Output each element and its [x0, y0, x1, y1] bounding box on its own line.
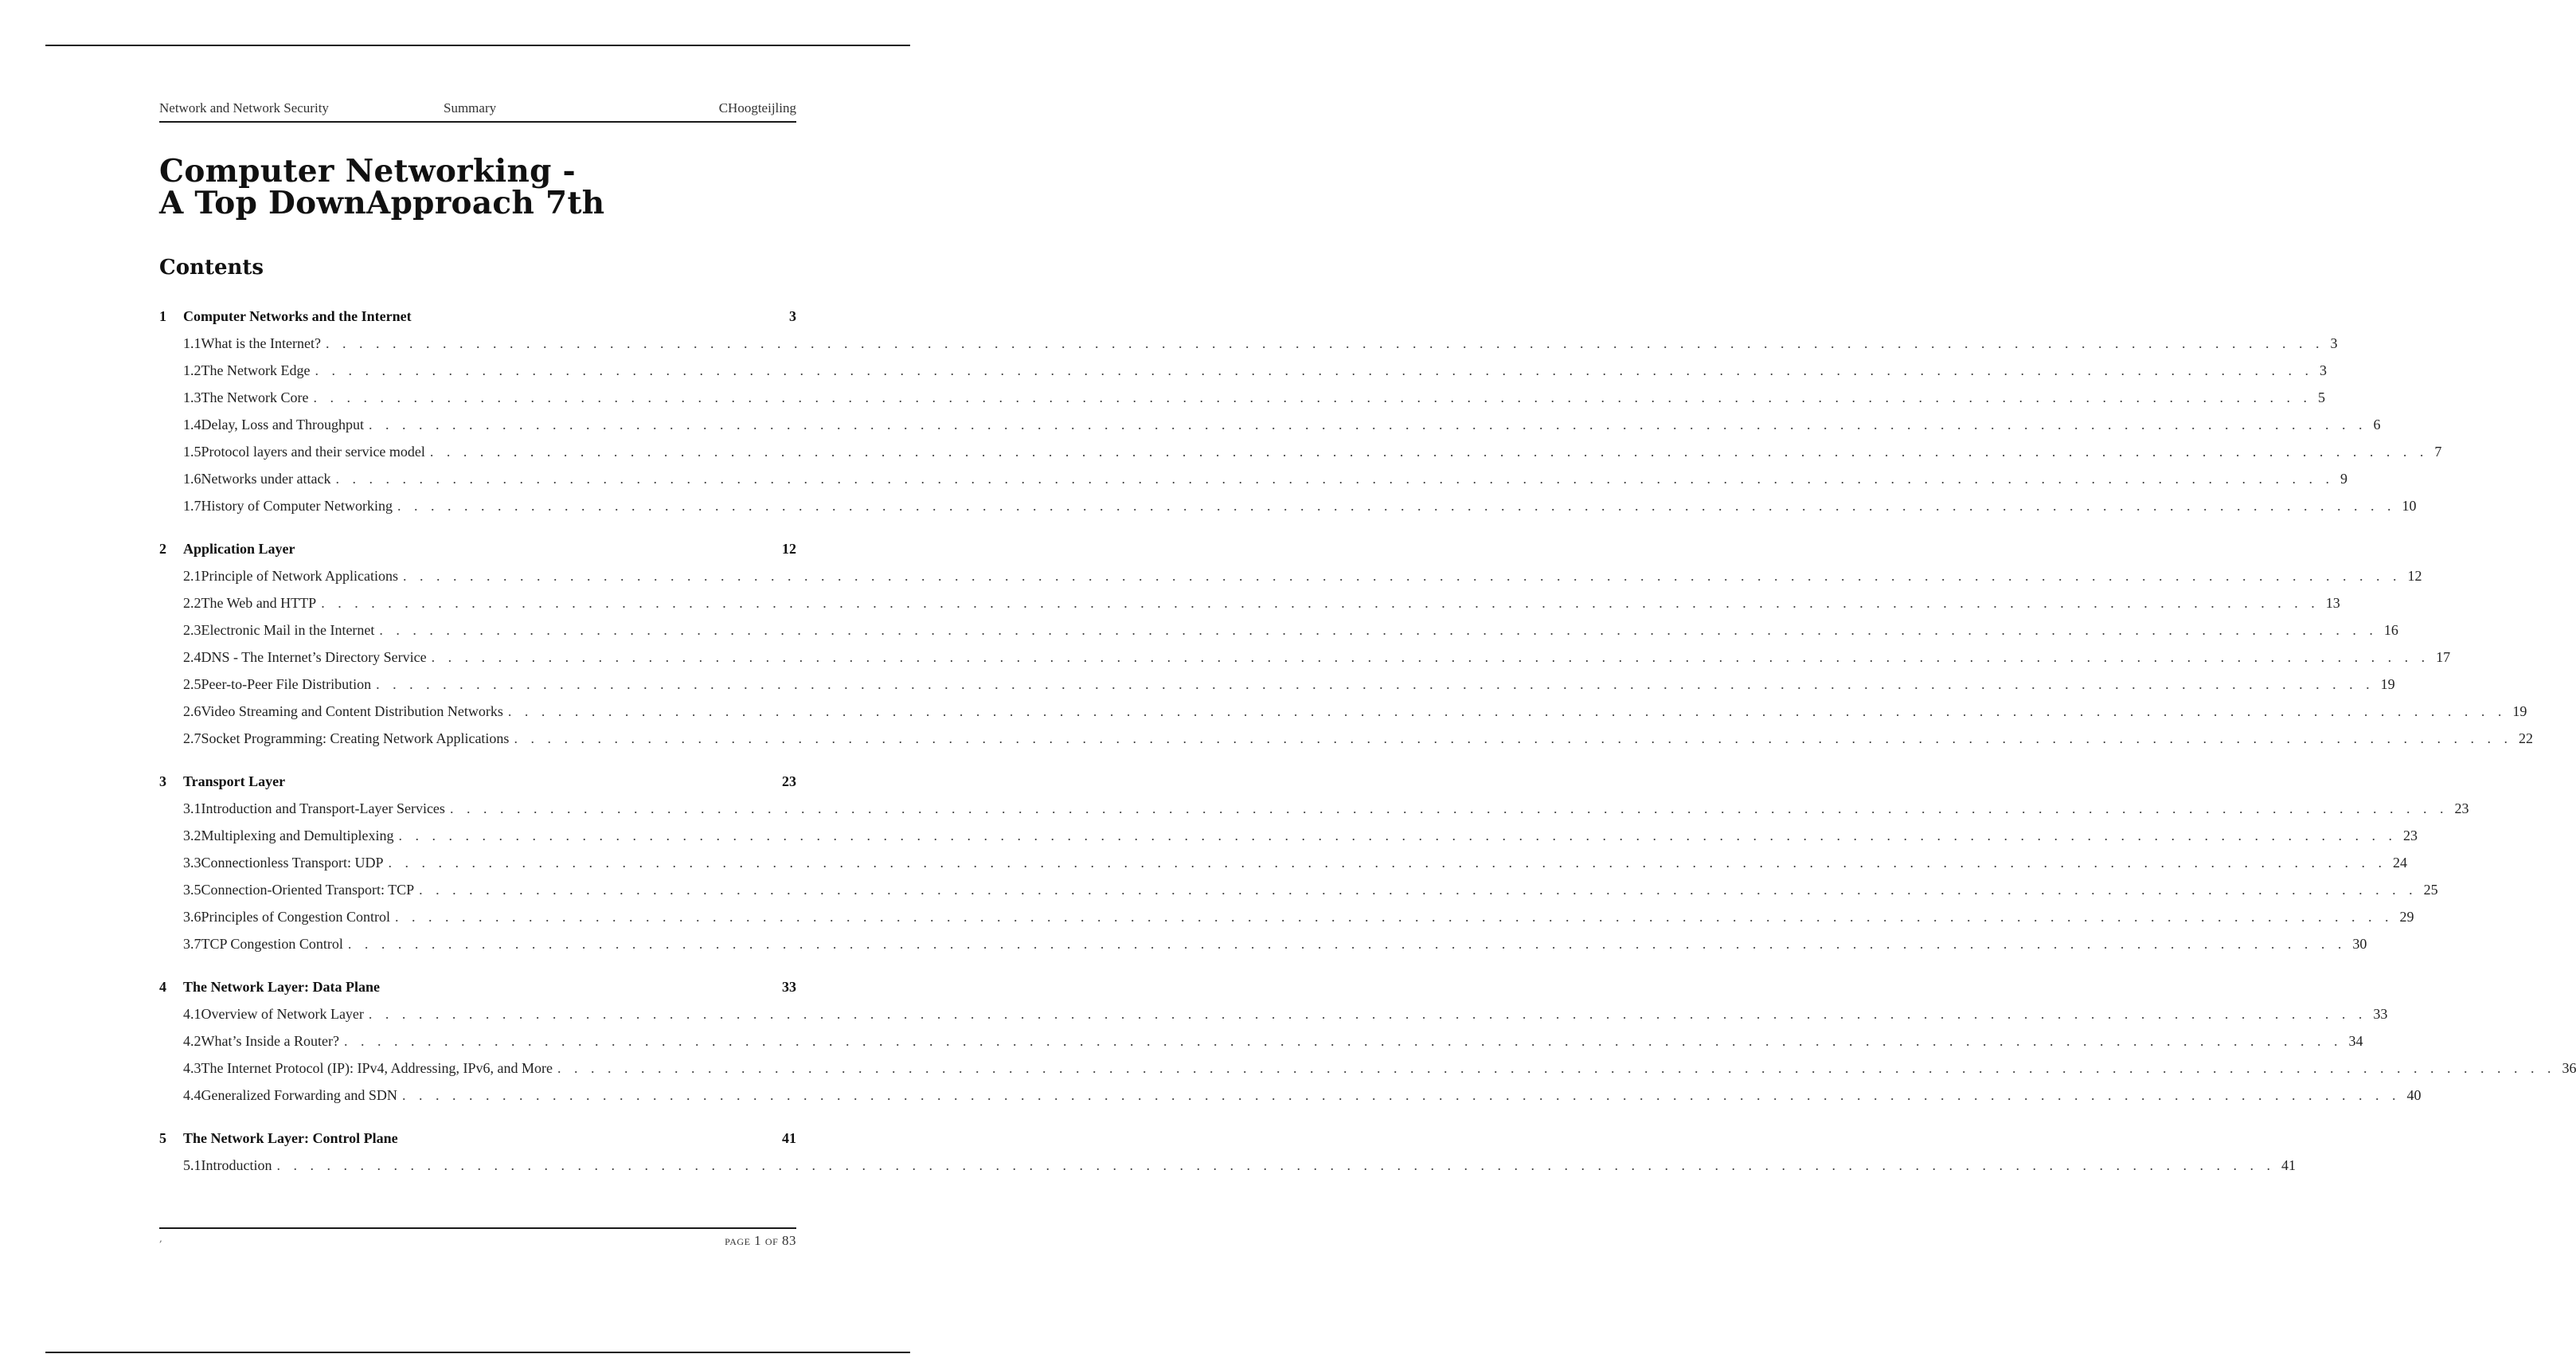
section-number: 4.3	[183, 1059, 201, 1076]
toc-section-link[interactable]	[159, 1000, 2388, 1027]
section-title: Multiplexing and Demultiplexing	[201, 827, 394, 843]
chapter-page: 41	[782, 1129, 796, 1146]
section-number: 3.5	[183, 881, 201, 898]
toc-chapter-link[interactable]	[159, 535, 796, 562]
section-title: History of Computer Networking	[201, 497, 393, 514]
header-doc-type: Summary	[444, 100, 497, 115]
chapter-page: 33	[782, 978, 796, 995]
section-page: 23	[2402, 827, 2418, 843]
section-number: 4.1	[183, 1005, 201, 1022]
section-number: 3.3	[183, 854, 201, 871]
toc-chapter	[159, 1125, 2296, 1179]
section-page: 16	[2383, 621, 2398, 638]
section-title: DNS - The Internet’s Directory Service	[201, 648, 427, 665]
chapter-title: Application Layer	[183, 540, 295, 557]
toc-chapter-link[interactable]	[159, 768, 796, 795]
section-page: 24	[2393, 854, 2408, 871]
footer-mark: ,	[159, 1233, 162, 1244]
section-number: 2.2	[183, 594, 201, 611]
section-page: 7	[2434, 443, 2442, 460]
section-number: 4.2	[183, 1032, 201, 1049]
toc-section-link[interactable]	[159, 671, 2395, 698]
chapter-title: Transport Layer	[183, 773, 286, 789]
dot-leader: . . . . . . . . . . . . . . . . . . . . . . . . . . . . . . . . . . . . . . . . . . . . . . . . . . . . . . . . . . . . . . . . . . . . . . . . . . . . . . . . . . . . . . . . . . . . . . . . . . . . . . . . . . . . . . . . . . . . . . . .	[388, 854, 2387, 871]
chapter-number: 4	[159, 978, 166, 995]
chapter-page: 23	[782, 773, 796, 789]
section-number: 1.5	[183, 443, 201, 460]
dot-leader: . . . . . . . . . . . . . . . . . . . . . . . . . . . . . . . . . . . . . . . . . . . . . . . . . . . . . . . . . . . . . . . . . . . . . . . . . . . . . . . . . . . . . . . . . . . . . . . . . . . . . . . . . . . . . . . . . . . . . . . .	[514, 730, 2512, 746]
section-page: 34	[2348, 1032, 2363, 1049]
toc-section-link[interactable]	[159, 411, 2381, 438]
toc-section-link[interactable]	[159, 795, 2469, 822]
section-page: 5	[2317, 389, 2325, 405]
toc-section-link[interactable]	[159, 930, 2367, 957]
section-page: 10	[2402, 497, 2417, 514]
section-title: The Internet Protocol (IP): IPv4, Addressing, IPv6, and More	[201, 1059, 553, 1076]
section-title: Networks under attack	[201, 470, 331, 487]
chapter-title: The Network Layer: Data Plane	[183, 978, 380, 995]
toc-section-link[interactable]	[159, 438, 2442, 465]
section-number: 1.7	[183, 497, 201, 514]
section-page: 40	[2406, 1086, 2422, 1103]
section-page: 29	[2399, 908, 2414, 925]
dot-leader: . . . . . . . . . . . . . . . . . . . . . . . . . . . . . . . . . . . . . . . . . . . . . . . . . . . . . . . . . . . . . . . . . . . . . . . . . . . . . . . . . . . . . . . . . . . . . . . . . . . . . . . . . . . . . . . . . . . . . . . .	[321, 594, 2320, 611]
toc-section-link[interactable]	[159, 849, 2408, 876]
contents-heading: Contents	[159, 256, 264, 280]
dot-leader: . . . . . . . . . . . . . . . . . . . . . . . . . . . . . . . . . . . . . . . . . . . . . . . . . . . . . . . . . . . . . . . . . . . . . . . . . . . . . . . . . . . . . . . . . . . . . . . . . . . . . . . . . . . . . . . . . . . . . . . .	[507, 702, 2507, 719]
section-number: 2.4	[183, 648, 201, 665]
dot-leader: . . . . . . . . . . . . . . . . . . . . . . . . . . . . . . . . . . . . . . . . . . . . . . . . . . . . . . . . . . . . . . . . . . . . . . . . . . . . . . . . . . . . . . . . . . . . . . . . . . . . . . . . . . . . . . . . . . . . . . . .	[398, 827, 2397, 843]
dot-leader: . . . . . . . . . . . . . . . . . . . . . . . . . . . . . . . . . . . . . . . . . . . . . . . . . . . . . . . . . . . . . . . . . . . . . . . . . . . . . . . . . . . . . . . . . . . . . . . . . . . . . . . . . . . . . . . . . . . . . . . .	[397, 497, 2396, 514]
top-border-rule	[45, 45, 910, 46]
dot-leader: . . . . . . . . . . . . . . . . . . . . . . . . . . . . . . . . . . . . . . . . . . . . . . . . . . . . . . . . . . . . . . . . . . . . . . . . . . . . . . . . . . . . . . . . . . . . . . . . . . . . . . . . . . . . . . . . . . . . . . . .	[347, 935, 2347, 952]
document-title	[159, 155, 796, 219]
section-page: 12	[2407, 567, 2422, 584]
section-number: 1.2	[183, 362, 201, 378]
dot-leader: . . . . . . . . . . . . . . . . . . . . . . . . . . . . . . . . . . . . . . . . . . . . . . . . . . . . . . . . . . . . . . . . . . . . . . . . . . . . . . . . . . . . . . . . . . . . . . . . . . . . . . . . . . . . . . . . . . . . . . . .	[401, 1086, 2401, 1103]
table-of-contents	[159, 303, 2576, 1195]
section-title: Video Streaming and Content Distribution Networks	[201, 702, 503, 719]
toc-section-link[interactable]	[159, 698, 2527, 725]
toc-section-link[interactable]	[159, 330, 2338, 357]
section-title: The Network Edge	[201, 362, 311, 378]
section-title: Connectionless Transport: UDP	[201, 854, 384, 871]
chapter-page: 3	[789, 307, 796, 324]
dot-leader: . . . . . . . . . . . . . . . . . . . . . . . . . . . . . . . . . . . . . . . . . . . . . . . . . . . . . . . . . . . . . . . . . . . . . . . . . . . . . . . . . . . . . . . . . . . . . . . . . . . . . . . . . . . . . . . . . . . . . . . .	[429, 443, 2429, 460]
section-title: The Network Core	[201, 389, 309, 405]
dot-leader: . . . . . . . . . . . . . . . . . . . . . . . . . . . . . . . . . . . . . . . . . . . . . . . . . . . . . . . . . . . . . . . . . . . . . . . . . . . . . . . . . . . . . . . . . . . . . . . . . . . . . . . . . . . . . . . . . . . . . . . .	[419, 881, 2418, 898]
toc-section-link[interactable]	[159, 1027, 2363, 1055]
toc-section-link[interactable]	[159, 903, 2414, 930]
section-number: 1.1	[183, 335, 201, 351]
toc-section-link[interactable]	[159, 822, 2418, 849]
chapter-title: Computer Networks and the Internet	[183, 307, 412, 324]
section-page: 30	[2352, 935, 2367, 952]
dot-leader: . . . . . . . . . . . . . . . . . . . . . . . . . . . . . . . . . . . . . . . . . . . . . . . . . . . . . . . . . . . . . . . . . . . . . . . . . . . . . . . . . . . . . . . . . . . . . . . . . . . . . . . . . . . . . . . . . . . . . . . .	[368, 416, 2367, 432]
section-number: 2.7	[183, 730, 201, 746]
section-page: 23	[2454, 800, 2469, 816]
page-number: page 1 of 83	[725, 1233, 796, 1248]
toc-chapter-link[interactable]	[159, 303, 796, 330]
toc-section-link[interactable]	[159, 725, 2533, 752]
bottom-border-rule	[45, 1352, 910, 1353]
section-page: 13	[2325, 594, 2340, 611]
toc-chapter-link[interactable]	[159, 1125, 796, 1152]
dot-leader: . . . . . . . . . . . . . . . . . . . . . . . . . . . . . . . . . . . . . . . . . . . . . . . . . . . . . . . . . . . . . . . . . . . . . . . . . . . . . . . . . . . . . . . . . . . . . . . . . . . . . . . . . . . . . . . . . . . . . . . .	[315, 362, 2313, 378]
dot-leader: . . . . . . . . . . . . . . . . . . . . . . . . . . . . . . . . . . . . . . . . . . . . . . . . . . . . . . . . . . . . . . . . . . . . . . . . . . . . . . . . . . . . . . . . . . . . . . . . . . . . . . . . . . . . . . . . . . . . . . . .	[395, 908, 2394, 925]
section-page: 9	[2340, 470, 2347, 487]
chapter-page: 12	[782, 540, 796, 557]
section-title: Socket Programming: Creating Network Applications	[201, 730, 510, 746]
toc-section-link[interactable]	[159, 644, 2451, 671]
dot-leader: . . . . . . . . . . . . . . . . . . . . . . . . . . . . . . . . . . . . . . . . . . . . . . . . . . . . . . . . . . . . . . . . . . . . . . . . . . . . . . . . . . . . . . . . . . . . . . . . . . . . . . . . . . . . . . . . . . . . . . . .	[376, 675, 2375, 692]
section-page: 25	[2423, 881, 2438, 898]
section-number: 2.5	[183, 675, 201, 692]
section-page: 19	[2380, 675, 2395, 692]
toc-section-link[interactable]	[159, 589, 2340, 616]
toc-section-link[interactable]	[159, 1152, 2296, 1179]
dot-leader: . . . . . . . . . . . . . . . . . . . . . . . . . . . . . . . . . . . . . . . . . . . . . . . . . . . . . . . . . . . . . . . . . . . . . . . . . . . . . . . . . . . . . . . . . . . . . . . . . . . . . . . . . . . . . . . . . . . . . . . .	[368, 1005, 2367, 1022]
dot-leader: . . . . . . . . . . . . . . . . . . . . . . . . . . . . . . . . . . . . . . . . . . . . . . . . . . . . . . . . . . . . . . . . . . . . . . . . . . . . . . . . . . . . . . . . . . . . . . . . . . . . . . . . . . . . . . . . . . . . . . . .	[449, 800, 2449, 816]
section-title: TCP Congestion Control	[201, 935, 343, 952]
section-number: 1.3	[183, 389, 201, 405]
toc-chapter	[159, 973, 2576, 1109]
section-page: 17	[2436, 648, 2451, 665]
section-title: Electronic Mail in the Internet	[201, 621, 375, 638]
toc-section-link[interactable]	[159, 1082, 2422, 1109]
section-title: Principle of Network Applications	[201, 567, 398, 584]
section-title: Overview of Network Layer	[201, 1005, 364, 1022]
section-page: 36	[2562, 1059, 2576, 1076]
chapter-number: 2	[159, 540, 166, 557]
toc-chapter	[159, 768, 2469, 957]
toc-section-link[interactable]	[159, 616, 2398, 644]
chapter-number: 1	[159, 307, 166, 324]
toc-chapter-link[interactable]	[159, 973, 796, 1000]
section-title: Delay, Loss and Throughput	[201, 416, 364, 432]
dot-leader: . . . . . . . . . . . . . . . . . . . . . . . . . . . . . . . . . . . . . . . . . . . . . . . . . . . . . . . . . . . . . . . . . . . . . . . . . . . . . . . . . . . . . . . . . . . . . . . . . . . . . . . . . . . . . . . . . . . . . . . .	[325, 335, 2324, 351]
section-number: 2.1	[183, 567, 201, 584]
section-title: Peer-to-Peer File Distribution	[201, 675, 372, 692]
section-title: Connection-Oriented Transport: TCP	[201, 881, 415, 898]
section-number: 5.1	[183, 1156, 201, 1173]
section-page: 3	[2319, 362, 2327, 378]
dot-leader: . . . . . . . . . . . . . . . . . . . . . . . . . . . . . . . . . . . . . . . . . . . . . . . . . . . . . . . . . . . . . . . . . . . . . . . . . . . . . . . . . . . . . . . . . . . . . . . . . . . . . . . . . . . . . . . . . . . . . . . .	[431, 648, 2430, 665]
chapter-number: 3	[159, 773, 166, 789]
section-title: What is the Internet?	[201, 335, 321, 351]
section-page: 6	[2373, 416, 2381, 432]
section-number: 1.6	[183, 470, 201, 487]
chapter-title: The Network Layer: Control Plane	[183, 1129, 398, 1146]
header-author: CHoogteijling	[718, 100, 796, 115]
section-title: Introduction and Transport-Layer Services	[201, 800, 445, 816]
section-page: 33	[2373, 1005, 2388, 1022]
header-rule	[159, 121, 796, 123]
section-number: 4.4	[183, 1086, 201, 1103]
title-line-1: Computer Networking -	[159, 153, 577, 190]
section-title: The Web and HTTP	[201, 594, 317, 611]
header-course: Network and Network Security	[159, 100, 329, 115]
dot-leader: . . . . . . . . . . . . . . . . . . . . . . . . . . . . . . . . . . . . . . . . . . . . . . . . . . . . . . . . . . . . . . . . . . . . . . . . . . . . . . . . . . . . . . . . . . . . . . . . . . . . . . . . . . . . . . . . . . . . . . . .	[402, 567, 2402, 584]
dot-leader: . . . . . . . . . . . . . . . . . . . . . . . . . . . . . . . . . . . . . . . . . . . . . . . . . . . . . . . . . . . . . . . . . . . . . . . . . . . . . . . . . . . . . . . . . . . . . . . . . . . . . . . . . . . . . . . . . . . . . . . .	[343, 1032, 2343, 1049]
toc-section-link[interactable]	[159, 357, 2327, 384]
section-number: 3.7	[183, 935, 201, 952]
dot-leader: . . . . . . . . . . . . . . . . . . . . . . . . . . . . . . . . . . . . . . . . . . . . . . . . . . . . . . . . . . . . . . . . . . . . . . . . . . . . . . . . . . . . . . . . . . . . . . . . . . . . . . . . . . . . . . . . . . . . . . . .	[379, 621, 2378, 638]
section-page: 3	[2330, 335, 2338, 351]
toc-chapter	[159, 535, 2533, 752]
toc-chapter	[159, 303, 2442, 519]
title-line-2: A Top DownApproach 7th	[159, 185, 605, 221]
dot-leader: . . . . . . . . . . . . . . . . . . . . . . . . . . . . . . . . . . . . . . . . . . . . . . . . . . . . . . . . . . . . . . . . . . . . . . . . . . . . . . . . . . . . . . . . . . . . . . . . . . . . . . . . . . . . . . . . . . . . . . . .	[335, 470, 2334, 487]
toc-section-link[interactable]	[159, 465, 2347, 492]
section-title: What’s Inside a Router?	[201, 1032, 339, 1049]
section-number: 3.6	[183, 908, 201, 925]
section-number: 3.1	[183, 800, 201, 816]
section-page: 19	[2512, 702, 2527, 719]
dot-leader: . . . . . . . . . . . . . . . . . . . . . . . . . . . . . . . . . . . . . . . . . . . . . . . . . . . . . . . . . . . . . . . . . . . . . . . . . . . . . . . . . . . . . . . . . . . . . . . . . . . . . . . . . . . . . . . . . . . . . . . .	[276, 1156, 2275, 1173]
toc-section-link[interactable]	[159, 1055, 2576, 1082]
dot-leader: . . . . . . . . . . . . . . . . . . . . . . . . . . . . . . . . . . . . . . . . . . . . . . . . . . . . . . . . . . . . . . . . . . . . . . . . . . . . . . . . . . . . . . . . . . . . . . . . . . . . . . . . . . . . . . . . . . . . . . . .	[557, 1059, 2556, 1076]
section-title: Protocol layers and their service model	[201, 443, 425, 460]
section-title: Introduction	[201, 1156, 272, 1173]
section-number: 3.2	[183, 827, 201, 843]
section-number: 2.3	[183, 621, 201, 638]
dot-leader: . . . . . . . . . . . . . . . . . . . . . . . . . . . . . . . . . . . . . . . . . . . . . . . . . . . . . . . . . . . . . . . . . . . . . . . . . . . . . . . . . . . . . . . . . . . . . . . . . . . . . . . . . . . . . . . . . . . . . . . .	[313, 389, 2312, 405]
section-number: 2.6	[183, 702, 201, 719]
section-page: 22	[2518, 730, 2533, 746]
section-title: Generalized Forwarding and SDN	[201, 1086, 397, 1103]
section-page: 41	[2281, 1156, 2296, 1173]
footer-rule	[159, 1227, 796, 1229]
toc-section-link[interactable]	[159, 562, 2422, 589]
toc-section-link[interactable]	[159, 492, 2417, 519]
toc-section-link[interactable]	[159, 384, 2325, 411]
section-number: 1.4	[183, 416, 201, 432]
toc-section-link[interactable]	[159, 876, 2438, 903]
section-title: Principles of Congestion Control	[201, 908, 390, 925]
chapter-number: 5	[159, 1129, 166, 1146]
